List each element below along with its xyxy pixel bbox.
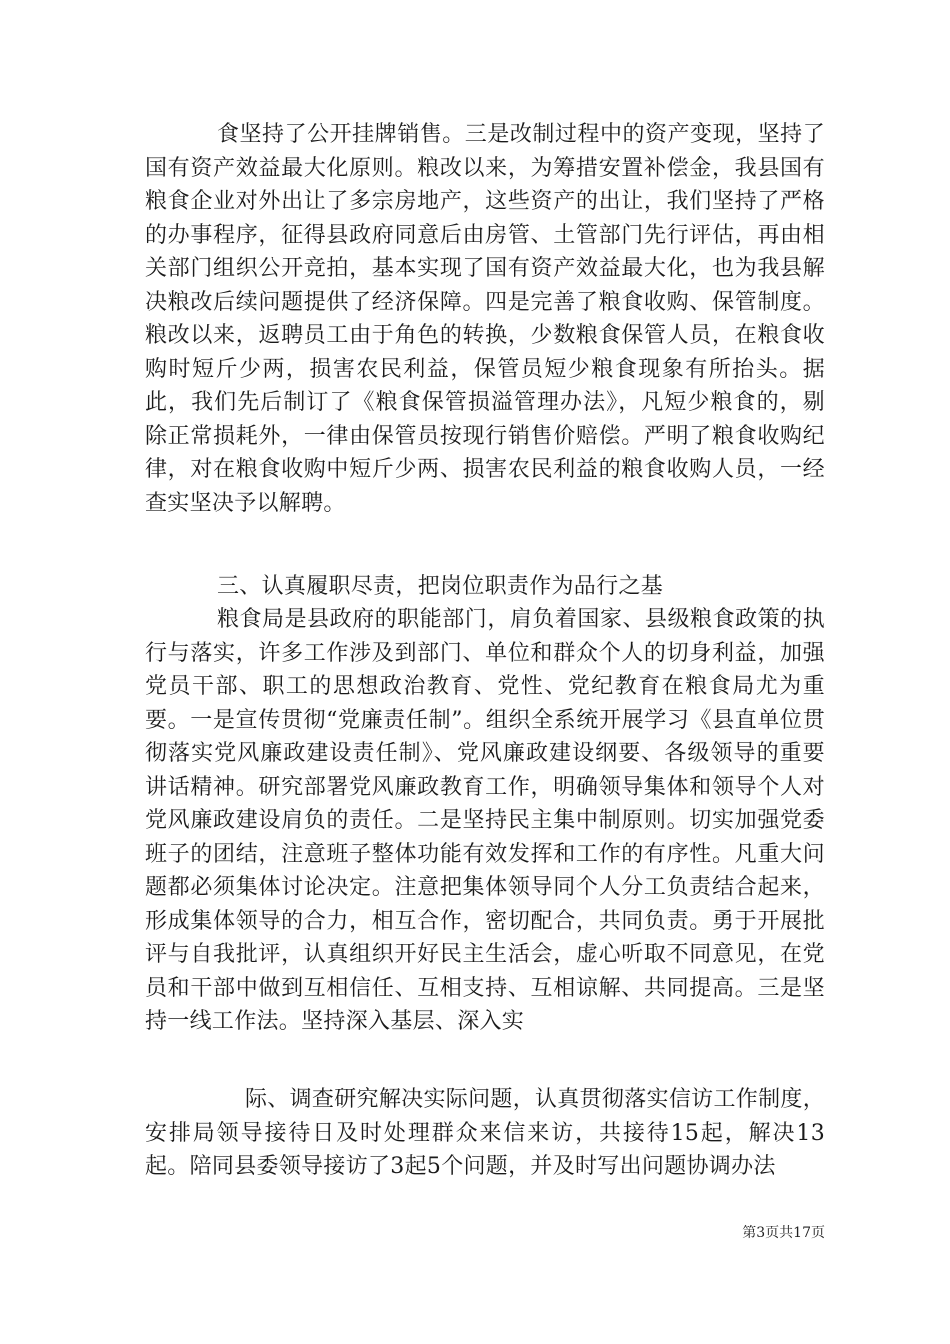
paragraph-petition-work: 际、调查研究解决实际问题，认真贯彻落实信访工作制度，安排局领导接待日及时处理群众来信来访，共接待15起，解决13起。陪同县委领导接访了3起5个问题，并及时写出问题协调办法 [145, 1087, 825, 1179]
paragraph-grain-bureau-duties: 粮食局是县政府的职能部门，肩负着国家、县级粮食政策的执行与落实，许多工作涉及到部门、单位和群众个人的切身利益，加强党员干部、职工的思想政治教育、党性、党纪教育在粮食局尤为重要。一是宣传贯彻“党廉责任制”。组织全系统开展学习《县直单位贯彻落实党风廉政建设责任制》、党风廉政建设纲要、各级领导的重要讲话精神。研究部署党风廉政教育工作，明确领导集体和领导个人对党风廉政建设肩负的责任。二是坚持民主集中制原则。切实加强党委班子的团结，注意班子整体功能有效发挥和工作的有序性。凡重大问题都必须集体讨论决定。注意把集体领导同个人分工负责结合起来，形成集体领导的合力，相互合作，密切配合，共同负责。勇于开展批评与自我批评，认真组织开好民主生活会，虚心听取不同意见，在党员和干部中做到互相信任、互相支持、互相谅解、共同提高。三是坚持一线工作法。坚持深入基层、深入实 [145, 607, 825, 1034]
paragraph-grain-sales: 食坚持了公开挂牌销售。三是改制过程中的资产变现，坚持了国有资产效益最大化原则。粮改以来，为筹措安置补偿金，我县国有粮食企业对外出让了多宗房地产，这些资产的出让，我们坚持了严格的办事程序，征得县政府同意后由房管、土管部门先行评估，再由相关部门组织公开竞拍，基本实现了国有资产效益最大化，也为我县解决粮改后续问题提供了经济保障。四是完善了粮食收购、保管制度。粮改以来，返聘员工由于角色的转换，少数粮食保管人员，在粮食收购时短斤少两，损害农民利益，保管员短少粮食现象有所抬头。据此，我们先后制订了《粮食保管损溢管理办法》，凡短少粮食的，剔除正常损耗外，一律由保管员按现行销售价赔偿。严明了粮食收购纪律，对在粮食收购中短斤少两、损害农民利益的粮食收购人员，一经查实坚决予以解聘。 [145, 122, 825, 516]
page-number-footer: 第3页共17页 [742, 1225, 825, 1241]
section-heading-three: 三、认真履职尽责，把岗位职责作为品行之基 [217, 574, 664, 599]
